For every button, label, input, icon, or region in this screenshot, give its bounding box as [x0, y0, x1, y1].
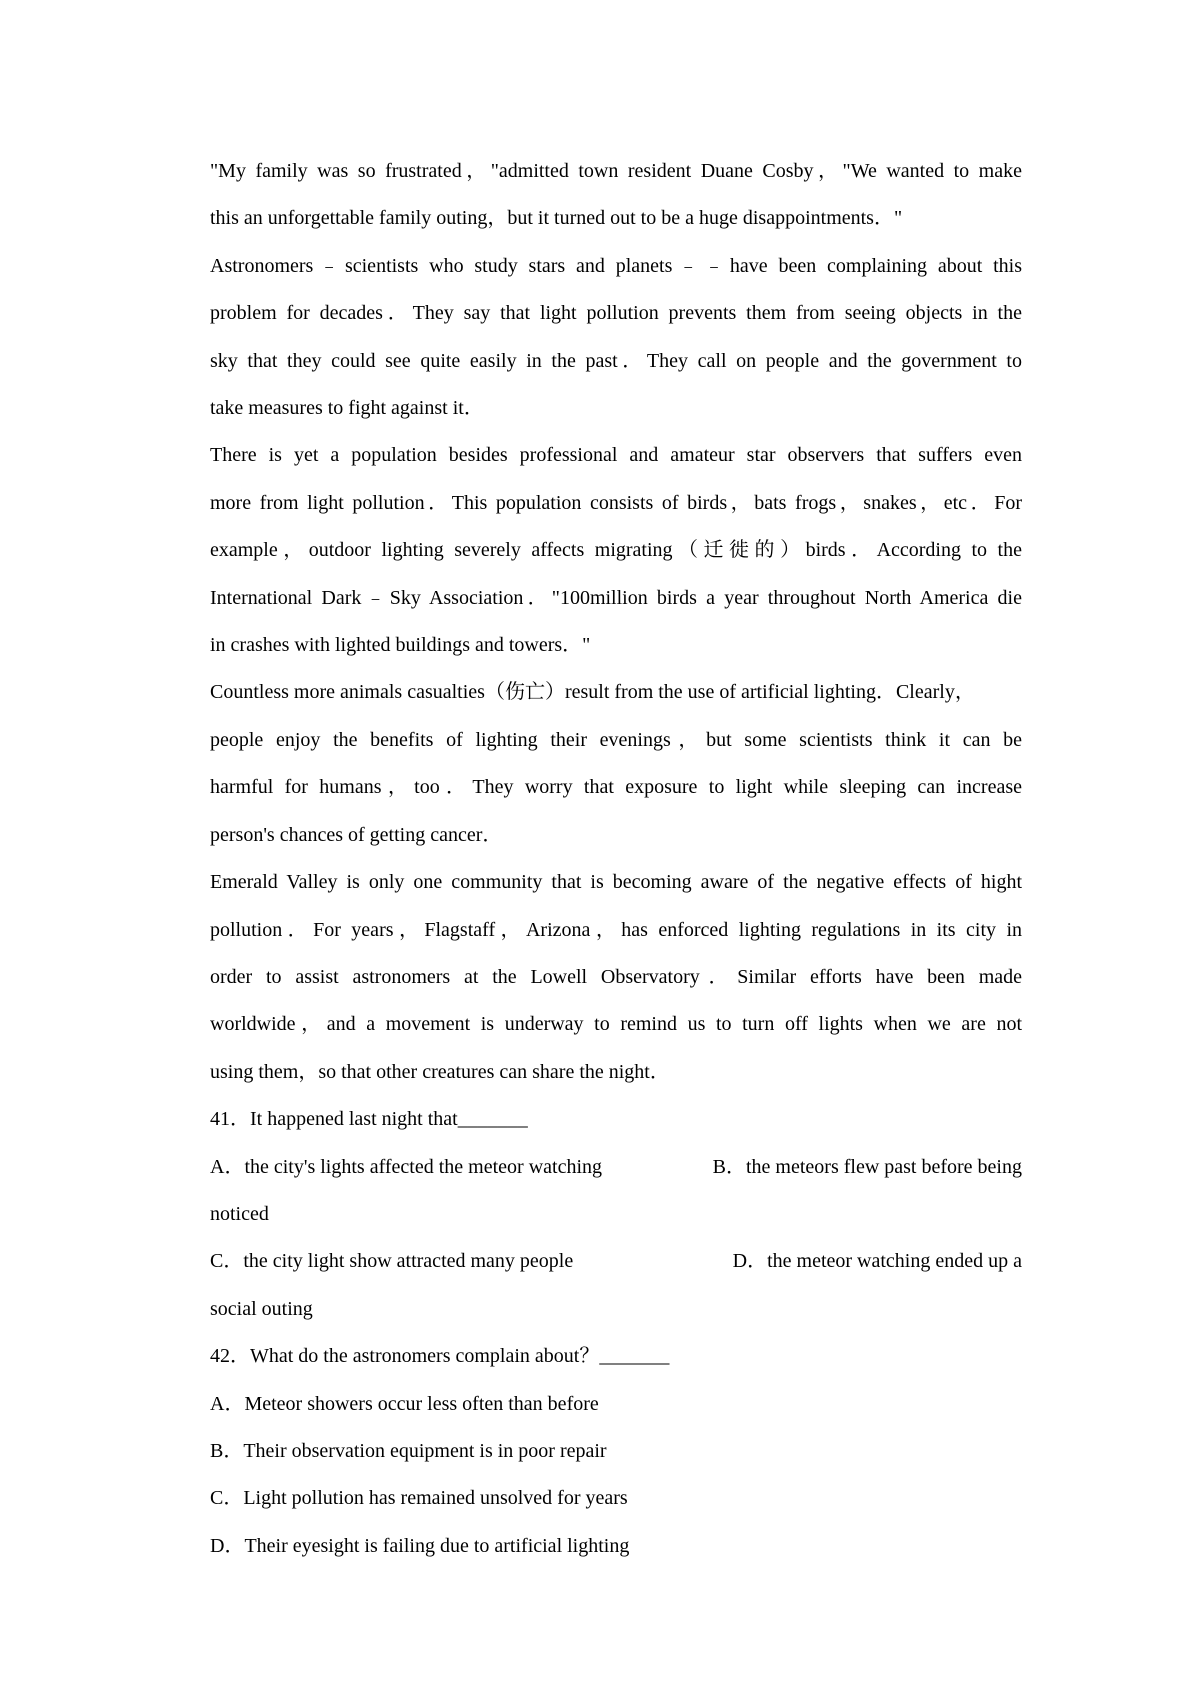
text-line: worldwide，and a movement is underway to remind us to turn off lights when we are not — [210, 1013, 1022, 1036]
option-b[interactable]: B．Their observation equipment is in poor repair — [210, 1439, 607, 1462]
document-page — [210, 148, 1022, 1570]
text-line: sky that they could see quite easily in the past．They call on people and the government to — [210, 349, 1022, 372]
question-stem: 41．It happened last night that_______ — [210, 1108, 528, 1131]
option-a[interactable]: A．Meteor showers occur less often than before — [210, 1392, 599, 1415]
text-line: harmful for humans，too．They worry that exposure to light while sleeping can increase — [210, 776, 1022, 799]
text-line: more from light pollution．This population consists of birds，bats frogs，snakes，etc．For — [210, 491, 1022, 514]
option-d[interactable]: D．Their eyesight is failing due to artificial lighting — [210, 1534, 630, 1557]
text-line: "My family was so frustrated，"admitted town resident Duane Cosby，"We wanted to make — [210, 160, 1022, 182]
text-line: Countless more animals casualties（伤亡）result from the use of artificial lighting．Clearly， — [210, 681, 975, 704]
option-d[interactable]: D．the meteor watching ended up a — [732, 1250, 1022, 1273]
text-line: Astronomers﹣scientists who study stars and planets﹣﹣have been complaining about this — [210, 254, 1022, 277]
text-line: people enjoy the benefits of lighting their evenings，but some scientists think it can be — [210, 728, 1022, 751]
text-line: in crashes with lighted buildings and towers．" — [210, 634, 591, 657]
option-c[interactable]: C．the city light show attracted many people — [210, 1250, 574, 1273]
text-line: example，outdoor lighting severely affects migrating（迁徙的）birds．According to the — [210, 539, 1022, 562]
text-line: person's chances of getting cancer． — [210, 823, 503, 846]
passage-paragraph-5 — [210, 859, 1022, 1096]
text-line: using them，so that other creatures can share the night． — [210, 1060, 670, 1083]
passage-paragraph-2 — [210, 243, 1022, 433]
text-line: problem for decades．They say that light pollution prevents them from seeing objects in the — [210, 302, 1022, 325]
text-line: this an unforgettable family outing，but it turned out to be a huge disappointments．" — [210, 207, 903, 230]
option-a[interactable]: A．the city's lights affected the meteor watching — [210, 1155, 603, 1178]
passage-paragraph-3 — [210, 432, 1022, 669]
passage-paragraph-4 — [210, 669, 1022, 859]
text-line: Emerald Valley is only one community that is becoming aware of the negative effects of hight — [210, 871, 1022, 894]
option-b[interactable]: B．the meteors flew past before being — [712, 1155, 1022, 1178]
option-row — [210, 1144, 1022, 1191]
passage-paragraph-1 — [210, 148, 1022, 243]
text-line: order to assist astronomers at the Lowell Observatory．Similar efforts have been made — [210, 965, 1022, 988]
option-c[interactable]: C．Light pollution has remained unsolved for years — [210, 1487, 628, 1510]
text-line: pollution．For years，Flagstaff，Arizona，has enforced lighting regulations in its city in — [210, 918, 1022, 941]
question-41 — [210, 1096, 1022, 1333]
text-line: There is yet a population besides professional and amateur star observers that suffers even — [210, 444, 1022, 467]
option-d-continuation: social outing — [210, 1297, 313, 1320]
question-stem: 42．What do the astronomers complain about？_______ — [210, 1345, 670, 1368]
option-row — [210, 1238, 1022, 1285]
option-b-continuation: noticed — [210, 1202, 269, 1225]
text-line: take measures to fight against it． — [210, 397, 484, 420]
text-line: International Dark﹣Sky Association．"100million birds a year throughout North America die — [210, 586, 1022, 609]
question-42 — [210, 1333, 1022, 1570]
